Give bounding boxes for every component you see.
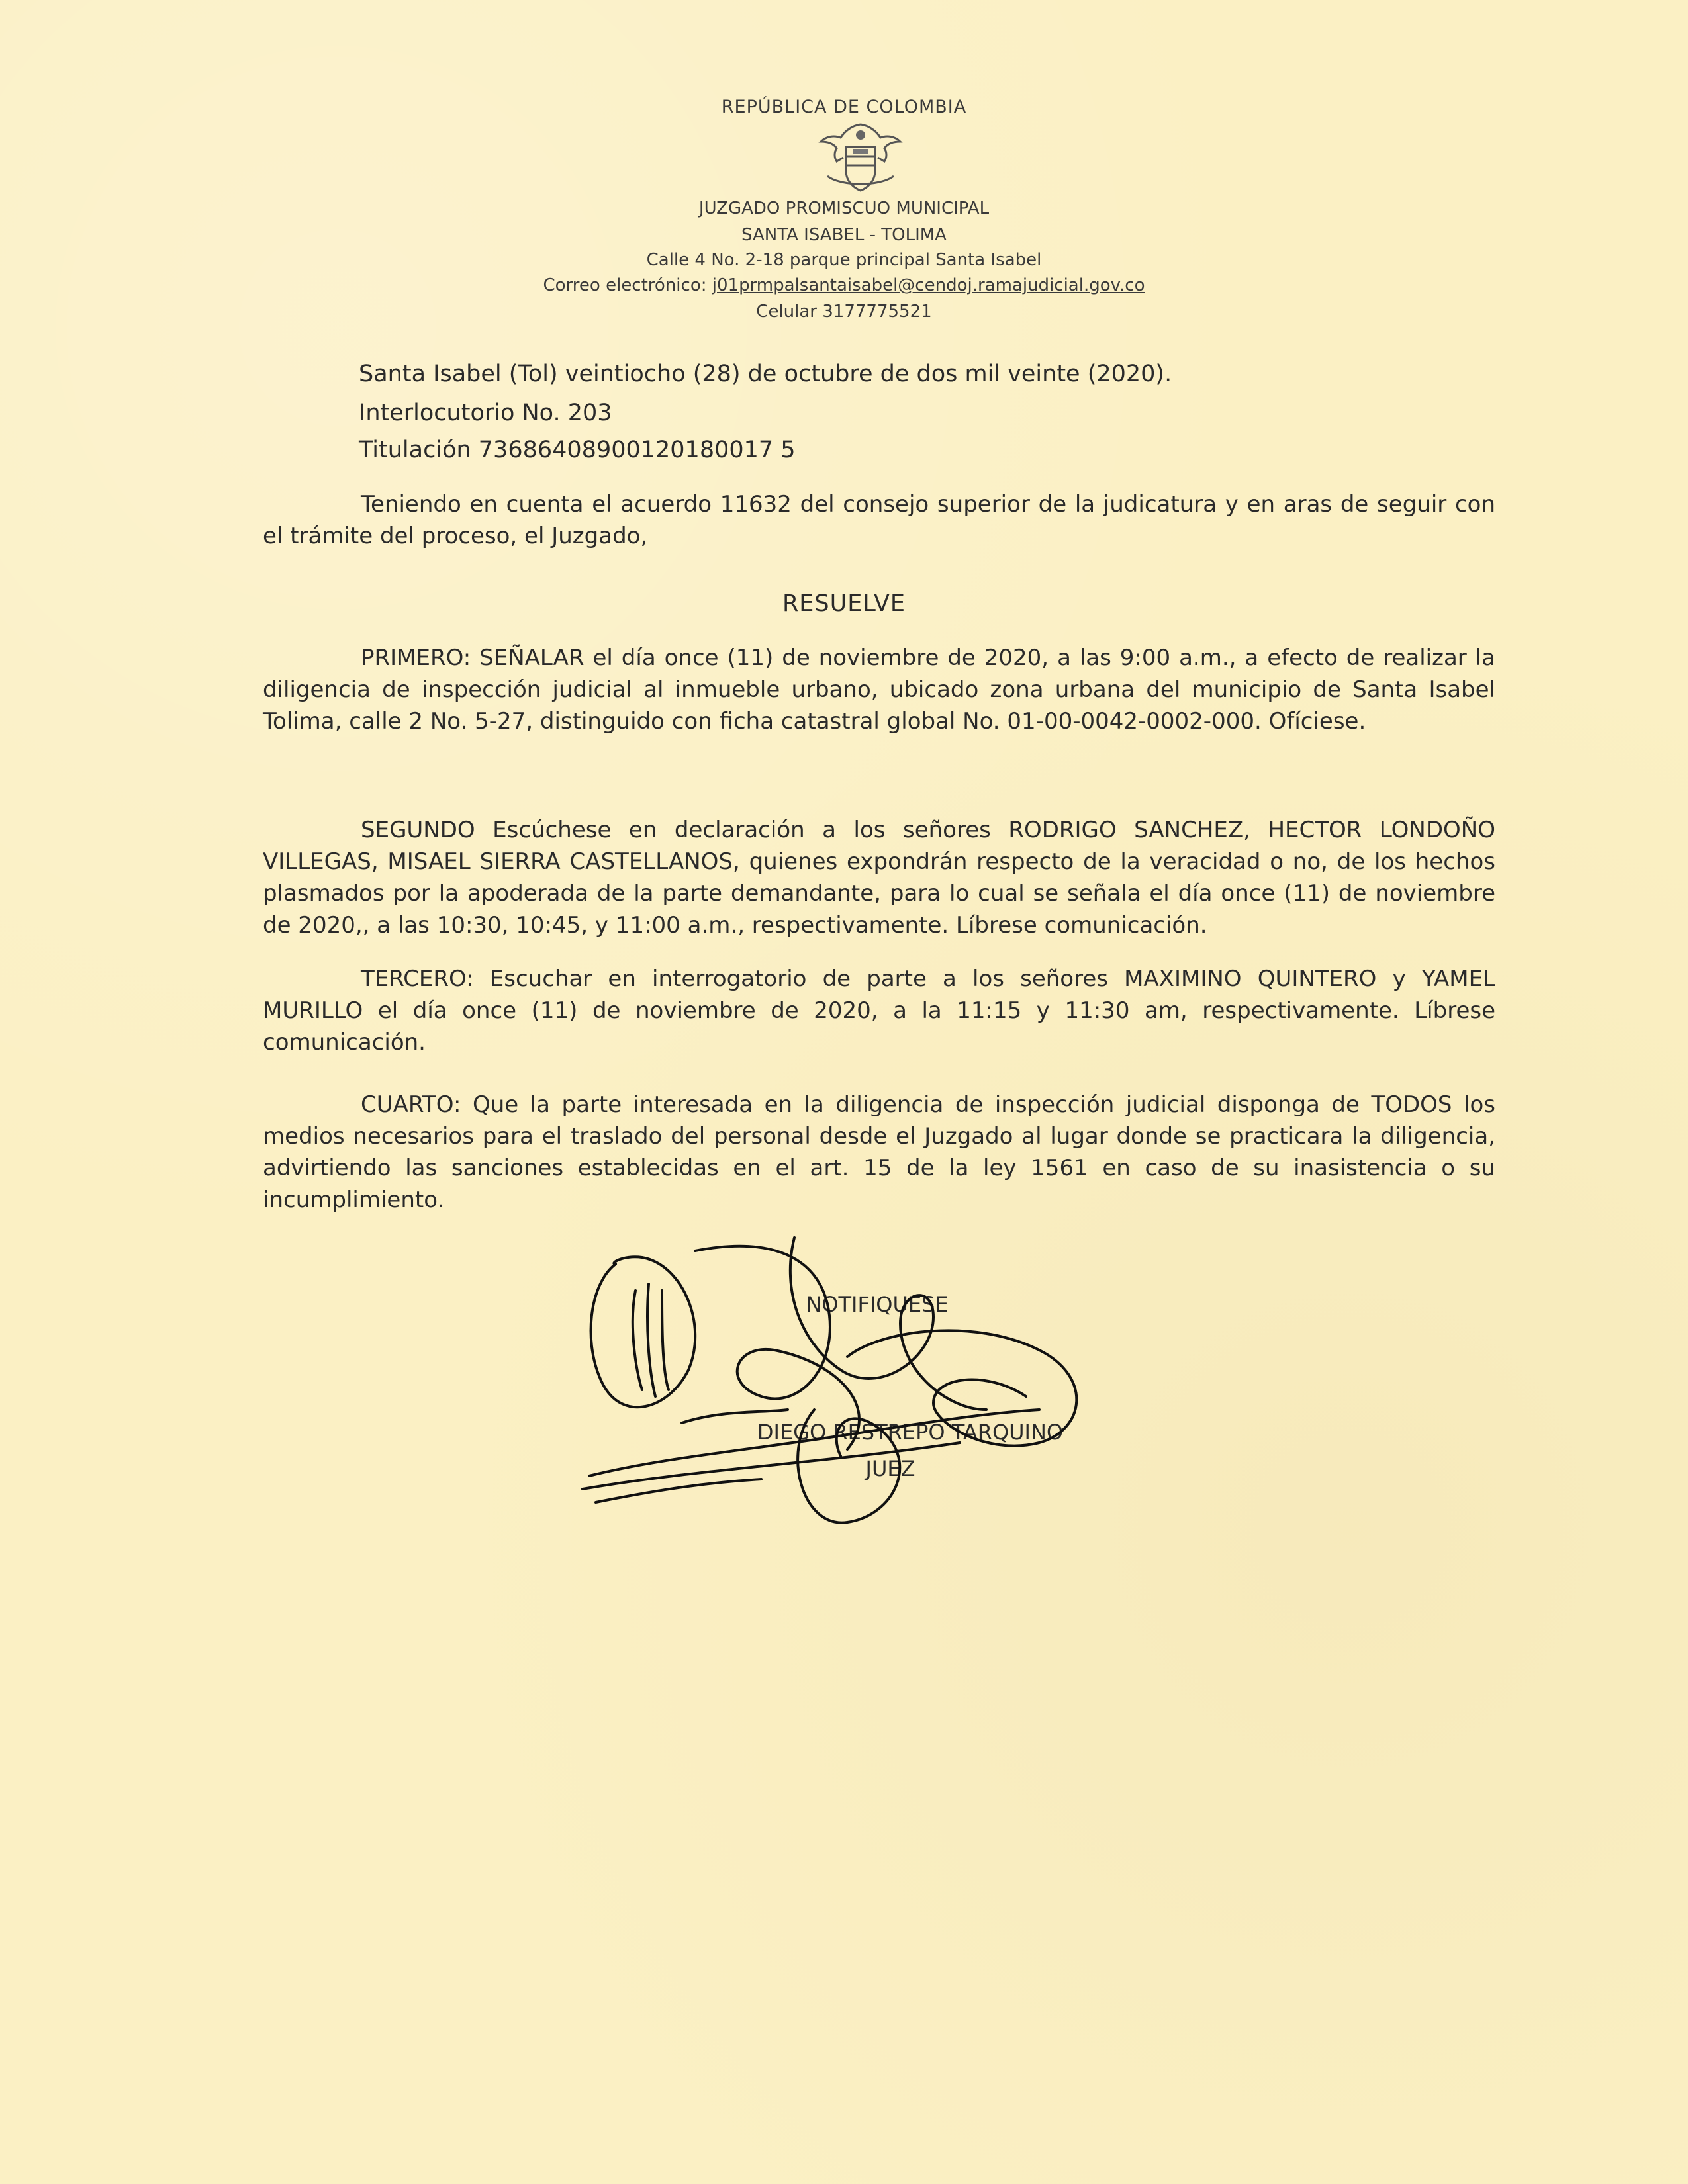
colombia-coat-of-arms-icon <box>814 118 907 197</box>
resuelve-heading: RESUELVE <box>782 590 906 617</box>
date-line: Santa Isabel (Tol) veintiocho (28) de octubre de dos mil veinte (2020). <box>359 361 1172 387</box>
judge-name: DIEGO RESTREPO TARQUINO <box>757 1420 1064 1445</box>
segundo-text: SEGUNDO Escúchese en declaración a los señores RODRIGO SANCHEZ, HECTOR LONDOÑO VILLEGAS, MISAEL SIERRA CASTELLANOS, quienes expondrán respecto de la veracidad o no, de los hechos plasmados por la apoderada de la parte demandante, para lo cual se señala el día once (11) de noviembre de 2020,, a las 10:30, 10:45, y 11:00 a.m., respectivamente. Líbrese comunicación. <box>263 817 1495 938</box>
notifiquese-label: NOTIFIQUESE <box>806 1292 949 1317</box>
intro-paragraph <box>263 488 1495 552</box>
tercero-text: TERCERO: Escuchar en interrogatorio de parte a los señores MAXIMINO QUINTERO y YAMEL MURILLO el día once (11) de noviembre de 2020, a la 11:15 y 11:30 am, respectivamente. Líbrese comunicación. <box>263 966 1495 1056</box>
intro-text: Teniendo en cuenta el acuerdo 11632 del consejo superior de la judicatura y en aras de seguir con el trámite del proceso, el Juzgado, <box>263 491 1495 549</box>
cuarto-paragraph <box>263 1089 1495 1216</box>
tercero-paragraph <box>263 963 1495 1058</box>
handwritten-signature <box>563 1211 1158 1555</box>
segundo-paragraph <box>263 814 1495 941</box>
interlocutorio-number: Interlocutorio No. 203 <box>359 400 612 426</box>
judge-role: JUEZ <box>865 1456 915 1481</box>
court-name: JUZGADO PROMISCUO MUNICIPAL <box>698 199 990 218</box>
primero-paragraph <box>263 642 1495 737</box>
court-email-line <box>0 275 1688 295</box>
cuarto-text: CUARTO: Que la parte interesada en la diligencia de inspección judicial disponga de TODOS los medios necesarios para el traslado del personal desde el Juzgado al lugar donde se practicara la diligencia, advirtiendo las sanciones establecidas en el art. 15 de la ley 1561 en caso de su inasistencia o su incumplimiento. <box>263 1091 1495 1213</box>
email-label: Correo electrónico: <box>543 275 712 295</box>
court-location: SANTA ISABEL - TOLIMA <box>741 225 947 245</box>
email-link[interactable]: j01prmpalsantaisabel@cendoj.ramajudicial.gov.co <box>712 275 1145 295</box>
primero-text: PRIMERO: SEÑALAR el día once (11) de noviembre de 2020, a las 9:00 a.m., a efecto de realizar la diligencia de inspección judicial al inmueble urbano, ubicado zona urbana del municipio de Santa Isabel Tolima, calle 2 No. 5-27, distinguido con ficha catastral global No. 01-00-0042-0002-000. Ofíciese. <box>263 645 1495 735</box>
court-address: Calle 4 No. 2-18 parque principal Santa Isabel <box>646 250 1042 270</box>
country-heading: REPÚBLICA DE COLOMBIA <box>721 97 967 117</box>
titulacion-number: Titulación 73686408900120180017 5 <box>359 437 796 463</box>
court-phone: Celular 3177775521 <box>756 302 932 322</box>
